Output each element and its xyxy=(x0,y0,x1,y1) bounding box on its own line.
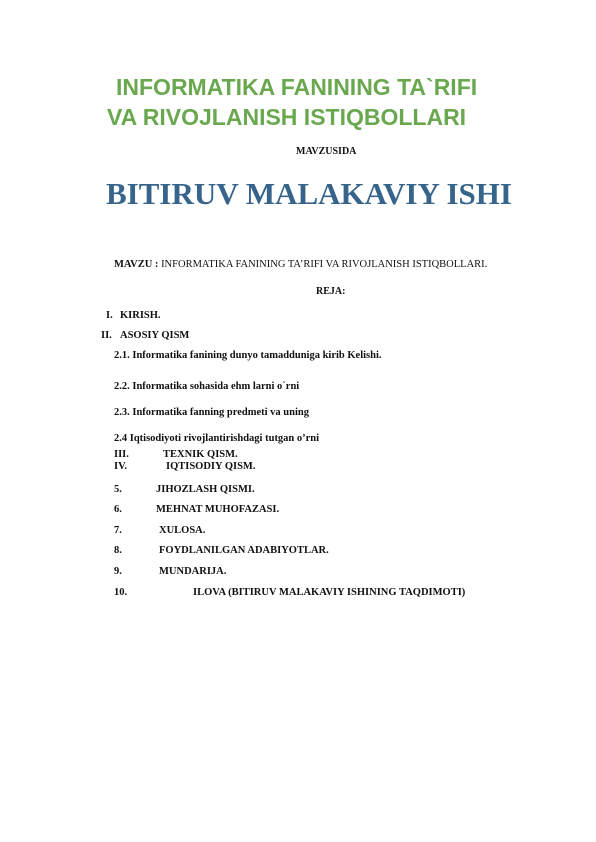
outline-text: ASOSIY QISM xyxy=(120,330,190,341)
outline-item-6 xyxy=(114,504,280,515)
outline-item-10 xyxy=(114,587,466,598)
outline-text: TEXNIK QISM. xyxy=(163,449,238,460)
outline-num: 7. xyxy=(114,525,122,536)
outline-num: II. xyxy=(101,330,112,341)
outline-item-9 xyxy=(114,566,227,577)
outline-num: 8. xyxy=(114,545,122,556)
outline-text: MUNDARIJA. xyxy=(159,566,227,577)
outline-item-2 xyxy=(101,330,190,341)
outline-item-2-3: 2.3. Informatika fanning predmeti va uning xyxy=(114,407,309,418)
mavzusida-label: MAVZUSIDA xyxy=(296,146,357,157)
outline-num: I. xyxy=(106,310,113,321)
title-line-2: VA RIVOJLANISH ISTIQBOLLARI xyxy=(107,104,467,130)
bmi-heading: BITIRUV MALAKAVIY ISHI xyxy=(106,176,512,211)
outline-num: 10. xyxy=(114,587,128,598)
outline-text: MEHNAT MUHOFAZASI. xyxy=(156,504,280,515)
outline-num: III. xyxy=(114,449,129,460)
outline-text: IQTISODIY QISM. xyxy=(166,461,256,472)
outline-item-2-2: 2.2. Informatika sohasida ehm larni o`rni xyxy=(114,381,300,392)
outline-text: XULOSA. xyxy=(159,525,206,536)
outline-item-1 xyxy=(106,310,161,321)
outline-num: 9. xyxy=(114,566,122,577)
outline-item-3 xyxy=(114,449,238,460)
outline-num: 6. xyxy=(114,504,122,515)
title-line-1: INFORMATIKA FANINING TA`RIFI xyxy=(116,74,478,100)
outline-text: KIRISH. xyxy=(120,310,161,321)
outline-item-4 xyxy=(114,461,256,472)
outline-text: JIHOZLASH QISMI. xyxy=(156,484,255,495)
outline-item-5 xyxy=(114,484,255,495)
outline-item-2-1: 2.1. Informatika fanining dunyo tamadduniga kirib Kelishi. xyxy=(114,350,382,361)
outline-text: ILOVA (BITIRUV MALAKAVIY ISHINING TAQDIMOTI) xyxy=(193,587,466,598)
outline-text: FOYDLANILGAN ADABIYOTLAR. xyxy=(159,545,329,556)
outline-num: 5. xyxy=(114,484,122,495)
outline-item-2-4: 2.4 Iqtisodiyoti rivojlantirishdagi tutgan o’rni xyxy=(114,433,320,444)
mavzu-line xyxy=(114,259,487,270)
mavzu-label: MAVZU : xyxy=(114,259,159,270)
outline-item-7 xyxy=(114,525,206,536)
reja-label: REJA: xyxy=(316,286,346,297)
mavzu-text: INFORMATIKA FANINING TA’RIFI VA RIVOJLANISH ISTIQBOLLARI. xyxy=(158,259,488,270)
outline-item-8 xyxy=(114,545,329,556)
outline-num: IV. xyxy=(114,461,127,472)
